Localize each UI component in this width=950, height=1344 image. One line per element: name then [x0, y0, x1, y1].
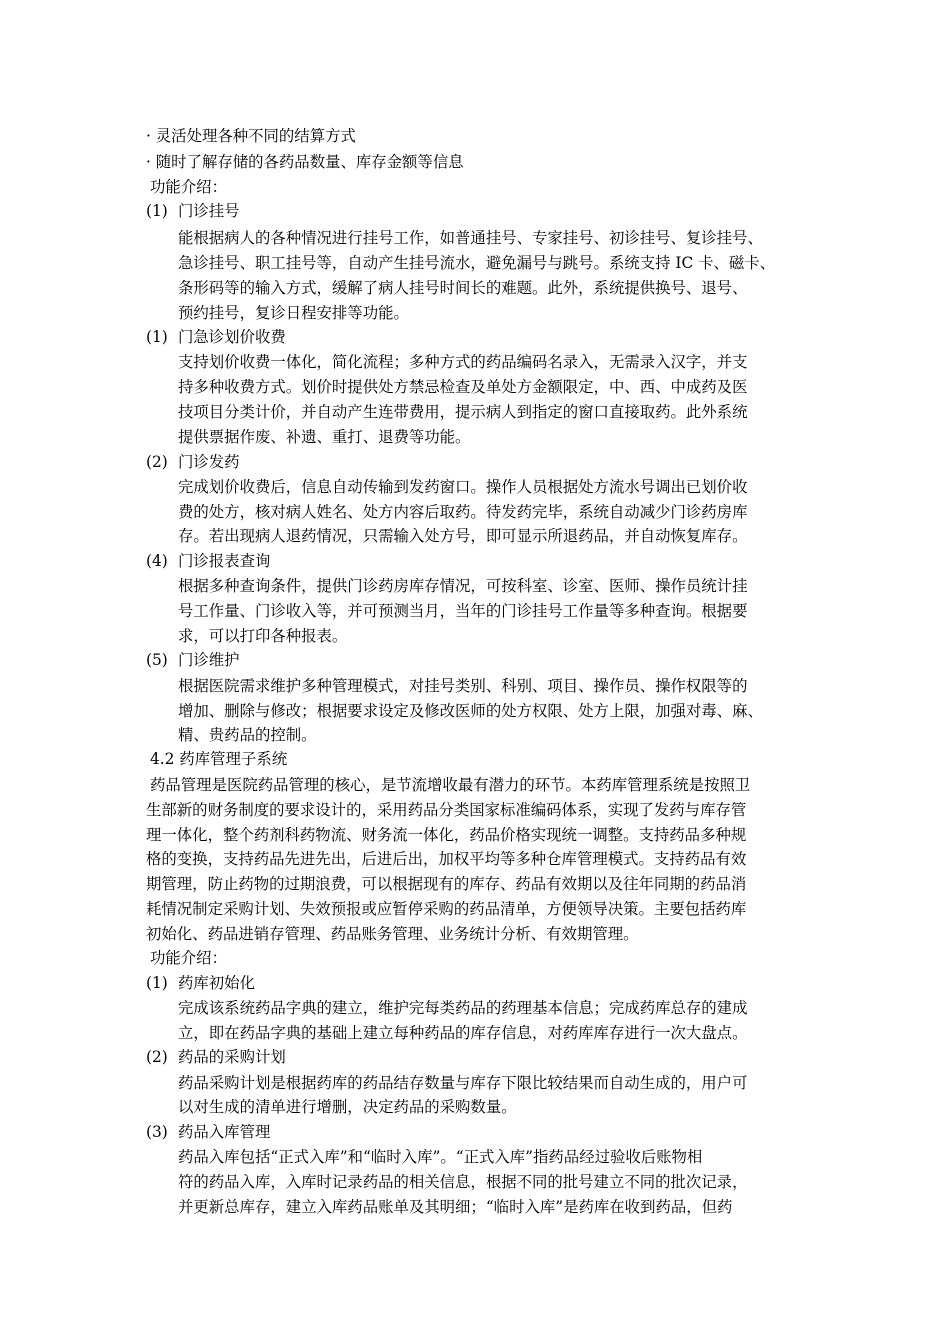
item-title: 门诊挂号 — [178, 202, 240, 220]
item-number: (4) — [146, 552, 168, 570]
item-title: 药品的采购计划 — [178, 1048, 286, 1066]
item-text-line: 完成划价收费后，信息自动传输到发药窗口。操作人员根据处方流水号调出已划价收 — [178, 478, 748, 496]
item-text-line: 费的处方，核对病人姓名、处方内容后取药。待发药完毕，系统自动减少门诊药房库 — [178, 503, 748, 521]
item-text-line: 药品采购计划是根据药库的药品结存数量与库存下限比较结果而自动生成的，用户可 — [178, 1074, 748, 1092]
paragraph-line: 格的变换，支持药品先进先出，后进后出，加权平均等多种仓库管理模式。支持药品有效 — [146, 850, 747, 868]
intro-label: 功能介绍： — [150, 178, 227, 196]
item-title: 药品入库管理 — [178, 1123, 271, 1141]
item-text-line: 根据多种查询条件，提供门诊药房库存情况，可按科室、诊室、医师、操作员统计挂 — [178, 577, 748, 595]
bullet-line: · 随时了解存储的各药品数量、库存金额等信息 — [146, 153, 464, 171]
item-text-line: 支持划价收费一体化，简化流程；多种方式的药品编码名录入，无需录入汉字，并支 — [178, 353, 748, 371]
item-text-line: 根据医院需求维护多种管理模式，对挂号类别、科别、项目、操作员、操作权限等的 — [178, 677, 748, 695]
item-title: 门诊发药 — [178, 453, 240, 471]
item-text-line: 号工作量、门诊收入等，并可预测当月，当年的门诊挂号工作量等多种查询。根据要 — [178, 602, 748, 620]
item-text-line: 立，即在药品字典的基础上建立每种药品的库存信息，对药库库存进行一次大盘点。 — [178, 1024, 748, 1042]
item-text-line: 并更新总库存，建立入库药品账单及其明细；“临时入库”是药库在收到药品，但药 — [178, 1198, 733, 1216]
item-text-line: 药品入库包括“正式入库”和“临时入库”。“正式入库”指药品经过验收后账物相 — [178, 1148, 703, 1166]
item-number: (3) — [146, 1123, 168, 1141]
paragraph-line: 初始化、药品进销存管理、药品账务管理、业务统计分析、有效期管理。 — [146, 925, 639, 943]
item-text-line: 精、贵药品的控制。 — [178, 726, 317, 744]
item-number: (2) — [146, 453, 168, 471]
item-number: (5) — [146, 651, 168, 669]
item-number: (2) — [146, 1048, 168, 1066]
item-text-line: 技项目分类计价，并自动产生连带费用，提示病人到指定的窗口直接取药。此外系统 — [178, 403, 748, 421]
item-text-line: 增加、删除与修改；根据要求设定及修改医师的处方权限、处方上限，加强对毒、麻、 — [178, 702, 763, 720]
item-text-line: 提供票据作废、补遗、重打、退费等功能。 — [178, 428, 471, 446]
item-number: (1) — [146, 974, 168, 992]
item-text-line: 条形码等的输入方式，缓解了病人挂号时间长的难题。此外，系统提供换号、退号、 — [178, 279, 748, 297]
section-heading: 4.2 药库管理子系统 — [150, 750, 288, 768]
item-title: 门诊维护 — [178, 651, 240, 669]
item-text-line: 完成该系统药品字典的建立，维护完每类药品的药理基本信息；完成药库总存的建成 — [178, 999, 748, 1017]
item-text-line: 能根据病人的各种情况进行挂号工作，如普通挂号、专家挂号、初诊挂号、复诊挂号、 — [178, 229, 763, 247]
item-text-line: 持多种收费方式。划价时提供处方禁忌检查及单处方金额限定，中、西、中成药及医 — [178, 378, 748, 396]
intro-label: 功能介绍： — [150, 949, 227, 967]
bullet-line: · 灵活处理各种不同的结算方式 — [146, 127, 356, 145]
paragraph-line: 生部新的财务制度的要求设计的，采用药品分类国家标准编码体系，实现了发药与库存管 — [146, 801, 747, 819]
paragraph-line: 药品管理是医院药品管理的核心，是节流增收最有潜力的环节。本药库管理系统是按照卫 — [150, 776, 751, 794]
item-text-line: 以对生成的清单进行增删，决定药品的采购数量。 — [178, 1098, 517, 1116]
item-text-line: 急诊挂号、职工挂号等，自动产生挂号流水，避免漏号与跳号。系统支持 IC 卡、磁卡、 — [178, 254, 776, 272]
item-text-line: 预约挂号，复诊日程安排等功能。 — [178, 304, 409, 322]
paragraph-line: 期管理，防止药物的过期浪费，可以根据现有的库存、药品有效期以及往年同期的药品消 — [146, 875, 747, 893]
item-number: (1) — [146, 328, 168, 346]
item-title: 门急诊划价收费 — [178, 328, 286, 346]
item-text-line: 存。若出现病人退药情况，只需输入处方号，即可显示所退药品，并自动恢复库存。 — [178, 527, 748, 545]
item-text-line: 求，可以打印各种报表。 — [178, 627, 348, 645]
item-text-line: 符的药品入库，入库时记录药品的相关信息，根据不同的批号建立不同的批次记录， — [178, 1173, 748, 1191]
item-title: 药库初始化 — [178, 974, 255, 992]
item-number: (1) — [146, 202, 168, 220]
item-title: 门诊报表查询 — [178, 552, 271, 570]
paragraph-line: 耗情况制定采购计划、失效预报或应暂停采购的药品清单，方便领导决策。主要包括药库 — [146, 900, 747, 918]
paragraph-line: 理一体化，整个药剂科药物流、财务流一体化，药品价格实现统一调整。支持药品多种规 — [146, 826, 747, 844]
